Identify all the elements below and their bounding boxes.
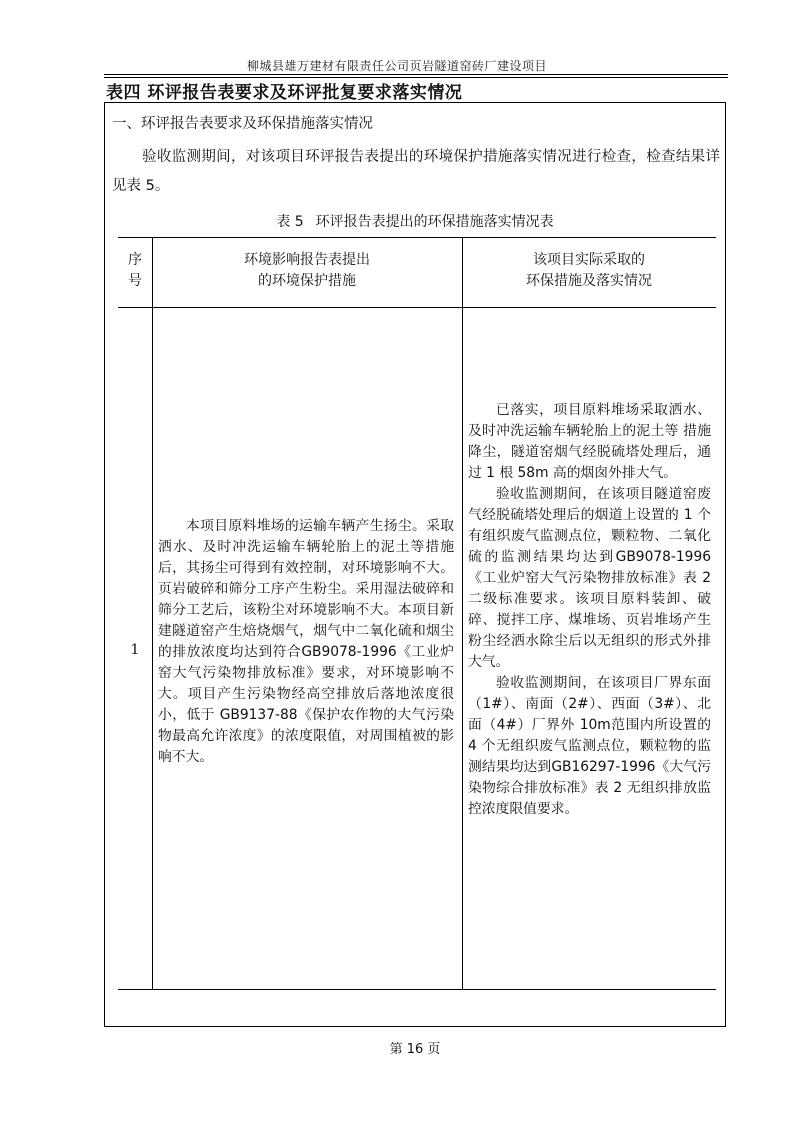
header-requirement: 环境影响报告表提出 的环境保护措施 [244,252,370,289]
table-caption-title: 环评报告表提出的环保措施落实情况表 [315,214,554,230]
intro-paragraph: 验收监测期间，对该项目环评报告表提出的环境保护措施落实情况进行检查，检查结果详见表 5。 [112,149,720,194]
measures-table [118,237,716,990]
table-caption-number: 表 5 [276,214,304,230]
section-title: 表四 环评报告表要求及环评批复要求落实情况 [106,83,463,103]
row-seq: 1 [130,642,140,658]
implementation-paragraph: 已落实，项目原料堆场采取洒水、及时冲洗运输车辆轮胎上的泥土等 措施降尘，隧道窑烟气经脱硫塔处理后，通过 1 根 58m 高的烟囱外排大气。 [468,402,711,481]
implementation-paragraph: 验收监测期间，在该项目厂界东面（1#）、南面（2#）、西面（3#）、北面（4#）厂界外 10m范围内所设置的 4 个无组织废气监测点位，颗粒物的监测结果均达到GB16297-1996《大气污染物综合排放标准》表 2 无组织排放监控浓度限值要求。 [468,675,711,817]
table-caption [0,211,794,231]
requirement-cell [158,516,454,768]
implementation-cell [468,400,711,820]
table-header-border [118,307,716,308]
header-rule [104,74,728,75]
requirement-text: 本项目原料堆场的运输车辆产生扬尘。采取洒水、及时冲洗运输车辆轮胎上的泥土等措施后，其扬尘可得到有效控制，对环境影响不大。页岩破碎和筛分工序产生粉尘。采用湿法破碎和筛分工艺后，该粉尘对环境影响不大。本项目新建隧道窑产生焙烧烟气，烟气中二氧化硫和烟尘的排放浓度均达到符合GB9078-1996《工业炉窑大气污染物排放标准》要求，对环境影响不大。项目产生污染物经高空排放后落地浓度很小，低于 GB9137-88《保护农作物的大气污染物最高允许浓度》的浓度限值，对周围植被的影响不大。 [158,518,454,765]
header-seq: 序 号 [128,252,142,289]
running-header: 柳城县雄万建材有限责任公司页岩隧道窑砖厂建设项目 [246,59,547,73]
table-column-divider [152,237,153,990]
implementation-paragraph: 验收监测期间，在该项目隧道窑废气经脱硫塔处理后的烟道上设置的 1 个有组织废气监测点位，颗粒物、二氧化硫的监测结果均达到GB9078-1996《工业炉窑大气污染物排放标准》表 2 二级标准要求。该项目原料装卸、破碎、搅拌工序、煤堆场、页岩堆场产生粉尘经洒水除尘后以无组织的形式外排大气。 [468,486,711,670]
page-number: 第 16 页 [389,1042,441,1057]
table-column-divider [462,237,463,990]
table-top-border [118,237,716,238]
table-bottom-border [118,989,716,990]
subheading: 一、环评报告表要求及环保措施落实情况 [112,116,373,132]
header-implementation: 该项目实际采取的 环保措施及落实情况 [526,252,652,289]
